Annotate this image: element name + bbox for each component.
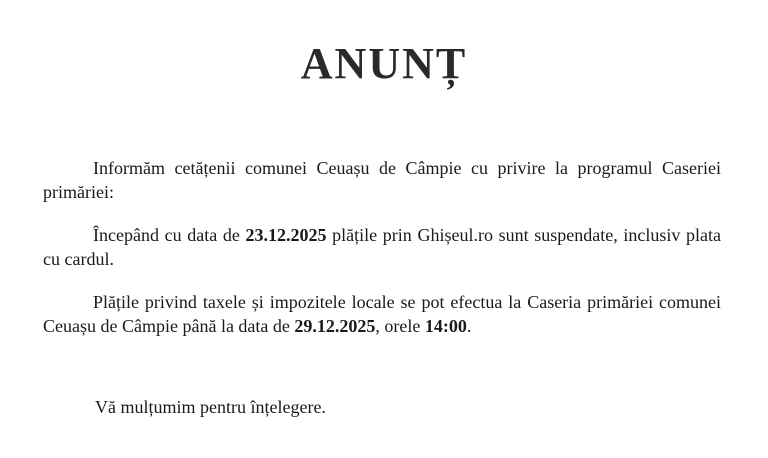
suspension-date: 23.12.2025 (245, 225, 327, 245)
deadline-time: 14:00 (424, 316, 467, 336)
paragraph-cashier-schedule-text: Informăm cetățenii comunei Ceuașu de Câmpie cu privire la programul Caseriei primăriei: (43, 158, 721, 202)
paragraph-ghiseul-suspension (43, 223, 721, 271)
suspension-text-before: Începând cu data de (93, 225, 246, 245)
suspension-text-after: plățile prin Ghișeul.ro sunt suspendate, inclusiv plata cu cardul. (43, 225, 722, 269)
deadline-date: 29.12.2025 (294, 316, 376, 336)
paragraph-cashier-schedule (43, 156, 721, 204)
deadline-text-middle: , orele (375, 316, 425, 336)
closing-thanks: Vă mulțumim pentru înțelegere. (95, 397, 326, 417)
deadline-text-end: . (466, 316, 472, 336)
announcement-title: ANUNȚ (300, 39, 468, 88)
paragraph-payment-deadline (43, 290, 721, 338)
deadline-text-before: Plățile privind taxele și impozitele locale se pot efectua la Caseria primăriei comunei Ceuașu de Câmpie până la data de (43, 292, 721, 336)
